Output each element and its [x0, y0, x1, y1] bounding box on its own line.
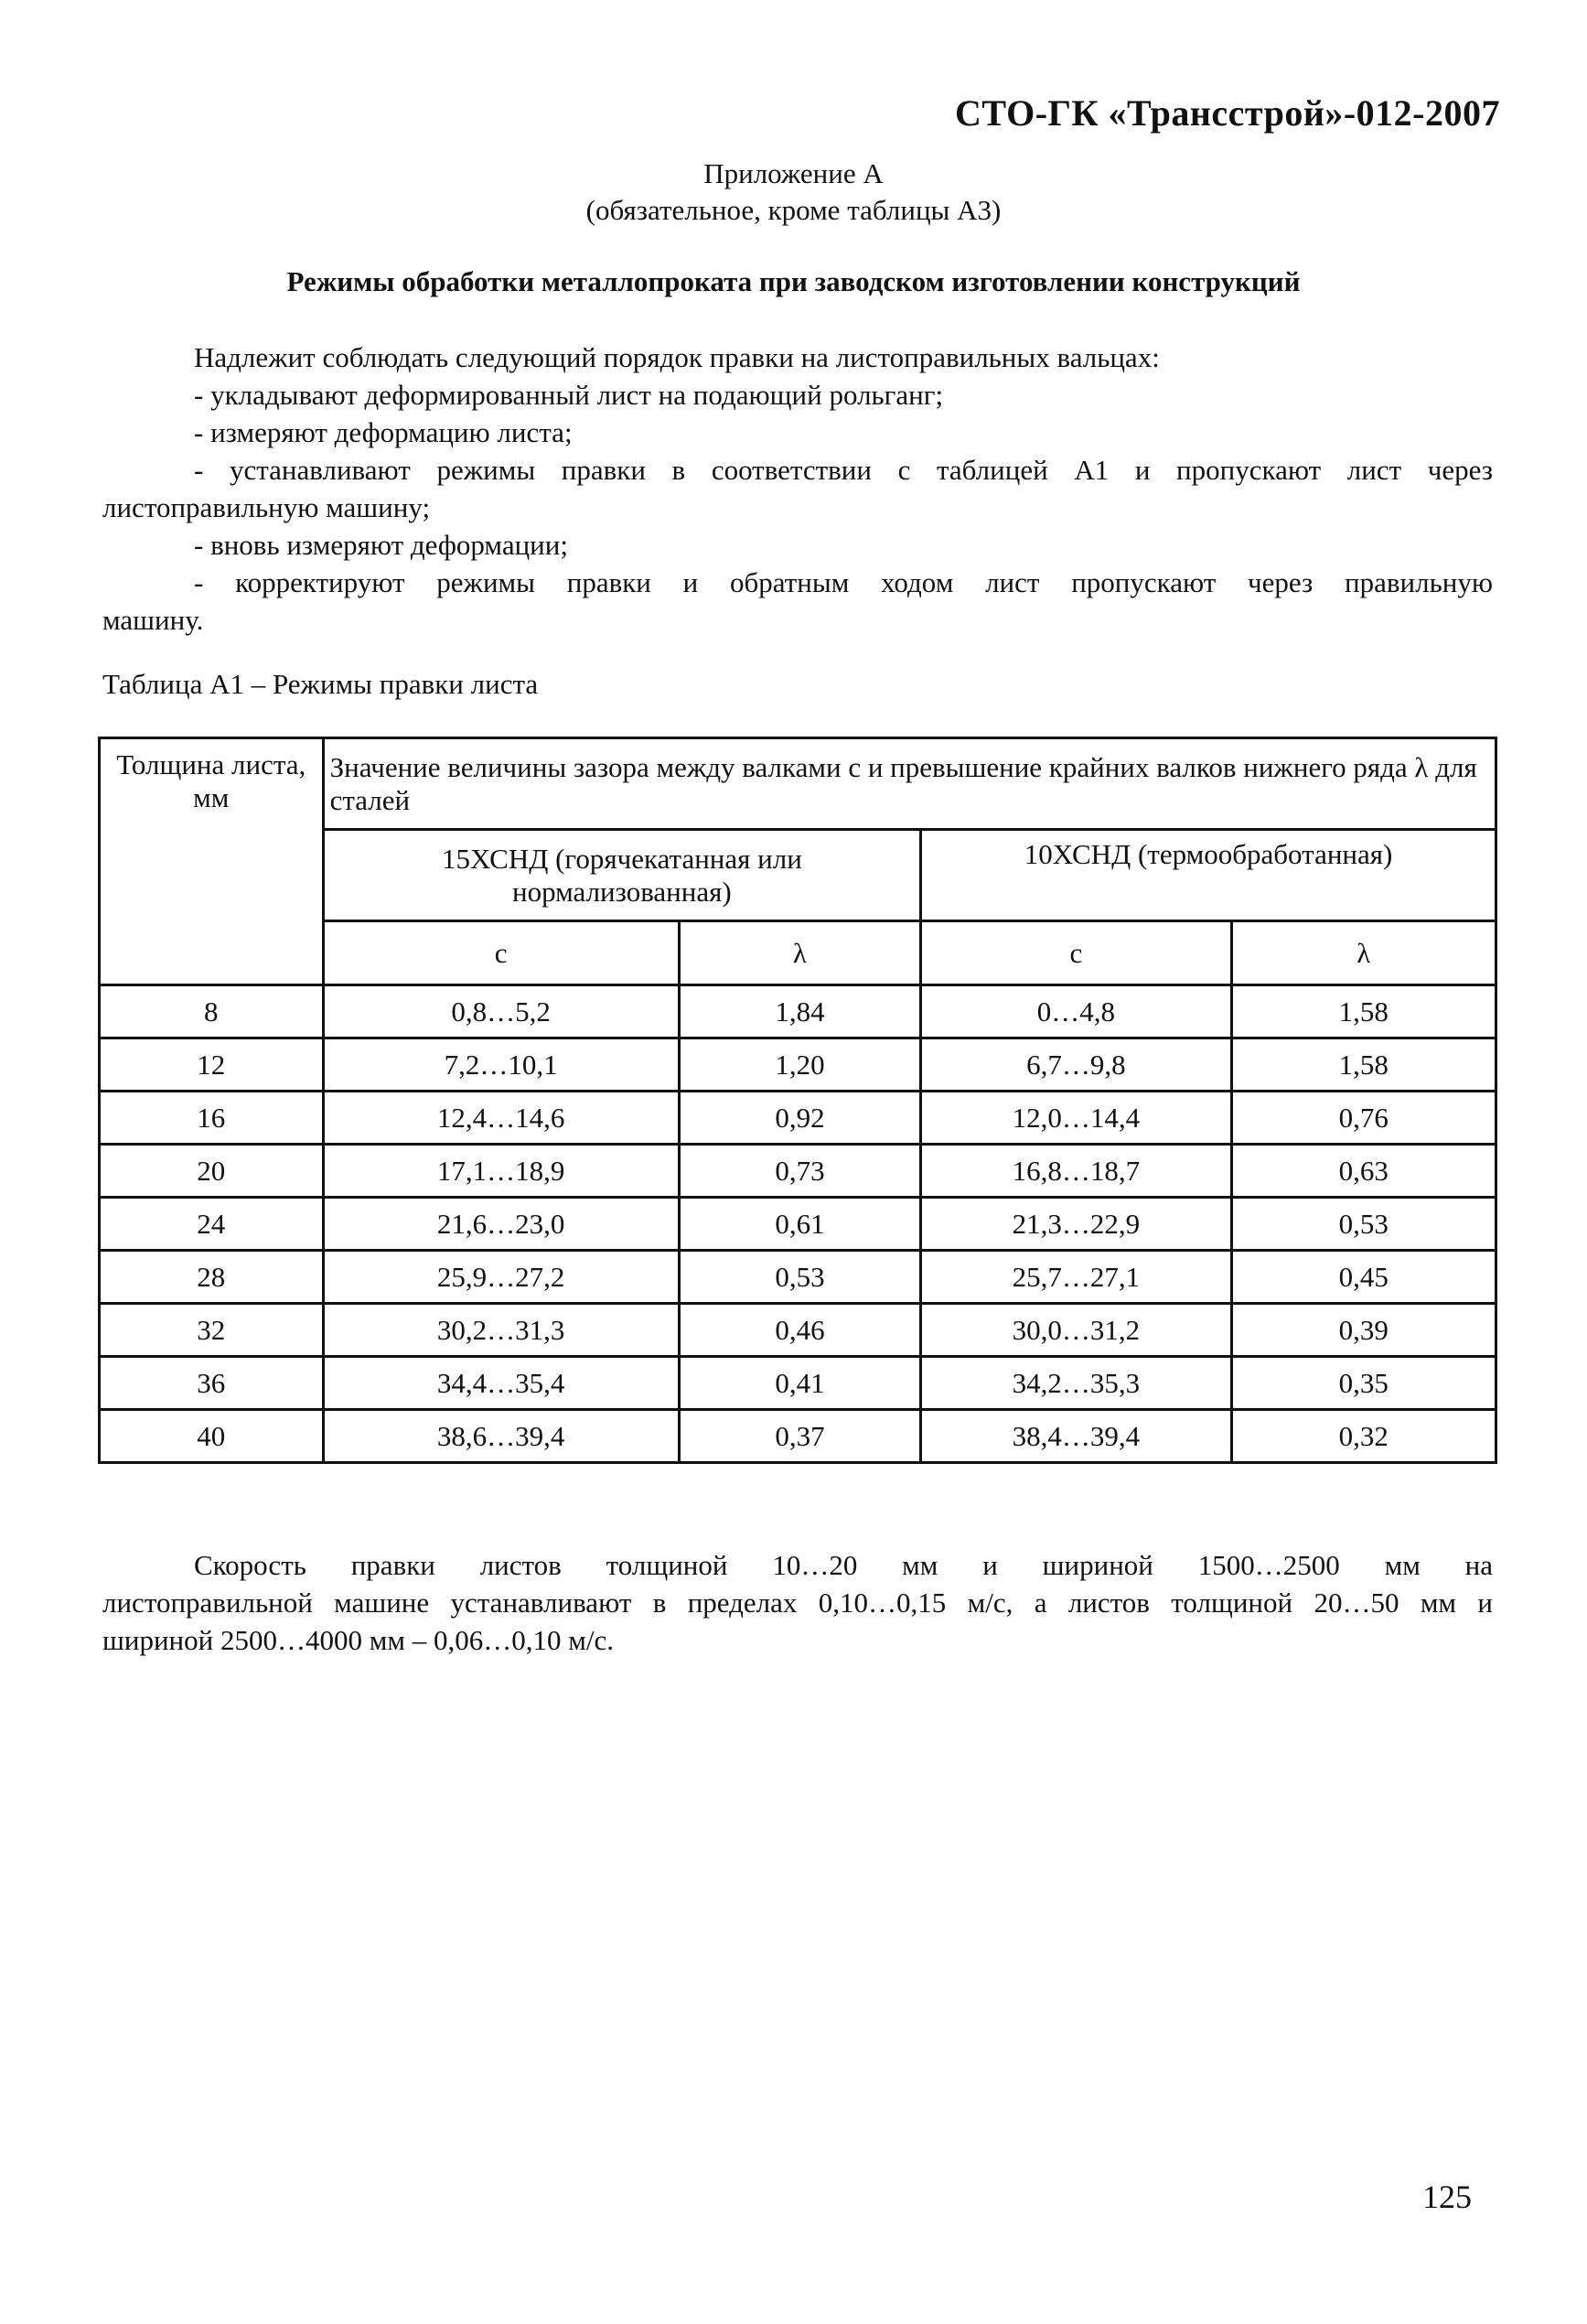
cell-lambda-10hsnd: 0,76 [1231, 1092, 1496, 1145]
cell-lambda-15hsnd: 1,20 [679, 1038, 920, 1092]
cell-gap-10hsnd: 16,8…18,7 [921, 1145, 1231, 1198]
cell-lambda-10hsnd: 0,32 [1231, 1410, 1496, 1463]
cell-thickness: 36 [100, 1357, 324, 1410]
table-row [100, 1038, 1496, 1092]
thickness-header: Толщина листа, мм [100, 738, 324, 985]
cell-lambda-15hsnd: 1,84 [679, 985, 920, 1038]
table-row [100, 1251, 1496, 1304]
cell-gap-15hsnd: 38,6…39,4 [323, 1410, 679, 1463]
subheader-lambda: λ [1231, 921, 1496, 985]
cell-lambda-15hsnd: 0,37 [679, 1410, 920, 1463]
cell-gap-15hsnd: 30,2…31,3 [323, 1304, 679, 1357]
cell-gap-10hsnd: 34,2…35,3 [921, 1357, 1231, 1410]
subheader-c: с [323, 921, 679, 985]
appendix-subtitle: (обязательное, кроме таблицы А3) [585, 194, 1002, 226]
procedure-step: - корректируют режимы правки и обратным ходом лист пропускают через правильную [194, 566, 1493, 598]
steel-10hsnd-header: 10ХСНД (термообработанная) [921, 830, 1496, 921]
cell-lambda-10hsnd: 0,45 [1231, 1251, 1496, 1304]
cell-lambda-15hsnd: 0,61 [679, 1198, 920, 1251]
note-line: шириной 2500…4000 мм – 0,06…0,10 м/с. [102, 1624, 614, 1656]
cell-gap-10hsnd: 25,7…27,1 [921, 1251, 1231, 1304]
straightening-modes-table [98, 737, 1497, 1464]
cell-thickness: 40 [100, 1410, 324, 1463]
cell-lambda-15hsnd: 0,46 [679, 1304, 920, 1357]
table-row [100, 1092, 1496, 1145]
gap-group-header: Значение величины зазора между валками с и превышение крайних валков нижнего ряда λ для сталей [323, 738, 1496, 830]
table-row [100, 1410, 1496, 1463]
cell-lambda-10hsnd: 0,53 [1231, 1198, 1496, 1251]
cell-lambda-10hsnd: 1,58 [1231, 1038, 1496, 1092]
cell-lambda-15hsnd: 0,92 [679, 1092, 920, 1145]
cell-gap-15hsnd: 25,9…27,2 [323, 1251, 679, 1304]
cell-thickness: 8 [100, 985, 324, 1038]
cell-lambda-10hsnd: 1,58 [1231, 985, 1496, 1038]
cell-gap-10hsnd: 38,4…39,4 [921, 1410, 1231, 1463]
page-number: 125 [1422, 2179, 1472, 2215]
speed-note [102, 1546, 1493, 1659]
table-row [100, 1304, 1496, 1357]
section-title: Режимы обработки металлопроката при заводском изготовлении конструкций [286, 265, 1301, 297]
cell-gap-10hsnd: 12,0…14,4 [921, 1092, 1231, 1145]
procedure-step-continuation: листоправильную машину; [102, 491, 431, 523]
cell-lambda-15hsnd: 0,41 [679, 1357, 920, 1410]
cell-thickness: 12 [100, 1038, 324, 1092]
cell-gap-10hsnd: 30,0…31,2 [921, 1304, 1231, 1357]
table-row [100, 1145, 1496, 1198]
procedure-step: - устанавливают режимы правки в соответствии с таблицей А1 и пропускают лист через [194, 454, 1493, 486]
standard-code: СТО-ГК «Трансстрой»-012-2007 [955, 92, 1500, 134]
cell-gap-15hsnd: 21,6…23,0 [323, 1198, 679, 1251]
table-row [100, 1357, 1496, 1410]
procedure-step: - укладывают деформированный лист на подающий рольганг; [194, 379, 944, 411]
cell-gap-15hsnd: 0,8…5,2 [323, 985, 679, 1038]
cell-gap-10hsnd: 0…4,8 [921, 985, 1231, 1038]
procedure-step: - вновь измеряют деформации; [194, 529, 568, 561]
table-caption: Таблица А1 – Режимы правки листа [102, 668, 539, 700]
cell-lambda-10hsnd: 0,63 [1231, 1145, 1496, 1198]
cell-gap-15hsnd: 34,4…35,4 [323, 1357, 679, 1410]
subheader-c: с [921, 921, 1231, 985]
table-row [100, 985, 1496, 1038]
table-row [100, 1198, 1496, 1251]
procedure-step-continuation: машину. [102, 604, 204, 636]
cell-thickness: 32 [100, 1304, 324, 1357]
cell-thickness: 28 [100, 1251, 324, 1304]
steel-15hsnd-header: 15ХСНД (горячекатанная или нормализованная) [323, 830, 921, 921]
cell-lambda-10hsnd: 0,35 [1231, 1357, 1496, 1410]
cell-lambda-15hsnd: 0,73 [679, 1145, 920, 1198]
cell-gap-10hsnd: 21,3…22,9 [921, 1198, 1231, 1251]
intro-paragraph: Надлежит соблюдать следующий порядок правки на листоправильных вальцах: [194, 341, 1160, 373]
cell-thickness: 16 [100, 1092, 324, 1145]
cell-thickness: 20 [100, 1145, 324, 1198]
procedure-text [102, 339, 1493, 639]
cell-lambda-10hsnd: 0,39 [1231, 1304, 1496, 1357]
cell-gap-10hsnd: 6,7…9,8 [921, 1038, 1231, 1092]
cell-gap-15hsnd: 7,2…10,1 [323, 1038, 679, 1092]
appendix-title: Приложение А [703, 157, 884, 189]
cell-gap-15hsnd: 12,4…14,6 [323, 1092, 679, 1145]
cell-thickness: 24 [100, 1198, 324, 1251]
note-line: листоправильной машине устанавливают в пределах 0,10…0,15 м/с, а листов толщиной 20…50 мм и [102, 1587, 1493, 1619]
cell-lambda-15hsnd: 0,53 [679, 1251, 920, 1304]
subheader-lambda: λ [679, 921, 920, 985]
procedure-step: - измеряют деформацию листа; [194, 416, 573, 448]
note-line: Скорость правки листов толщиной 10…20 мм и шириной 1500…2500 мм на [194, 1549, 1493, 1581]
cell-gap-15hsnd: 17,1…18,9 [323, 1145, 679, 1198]
